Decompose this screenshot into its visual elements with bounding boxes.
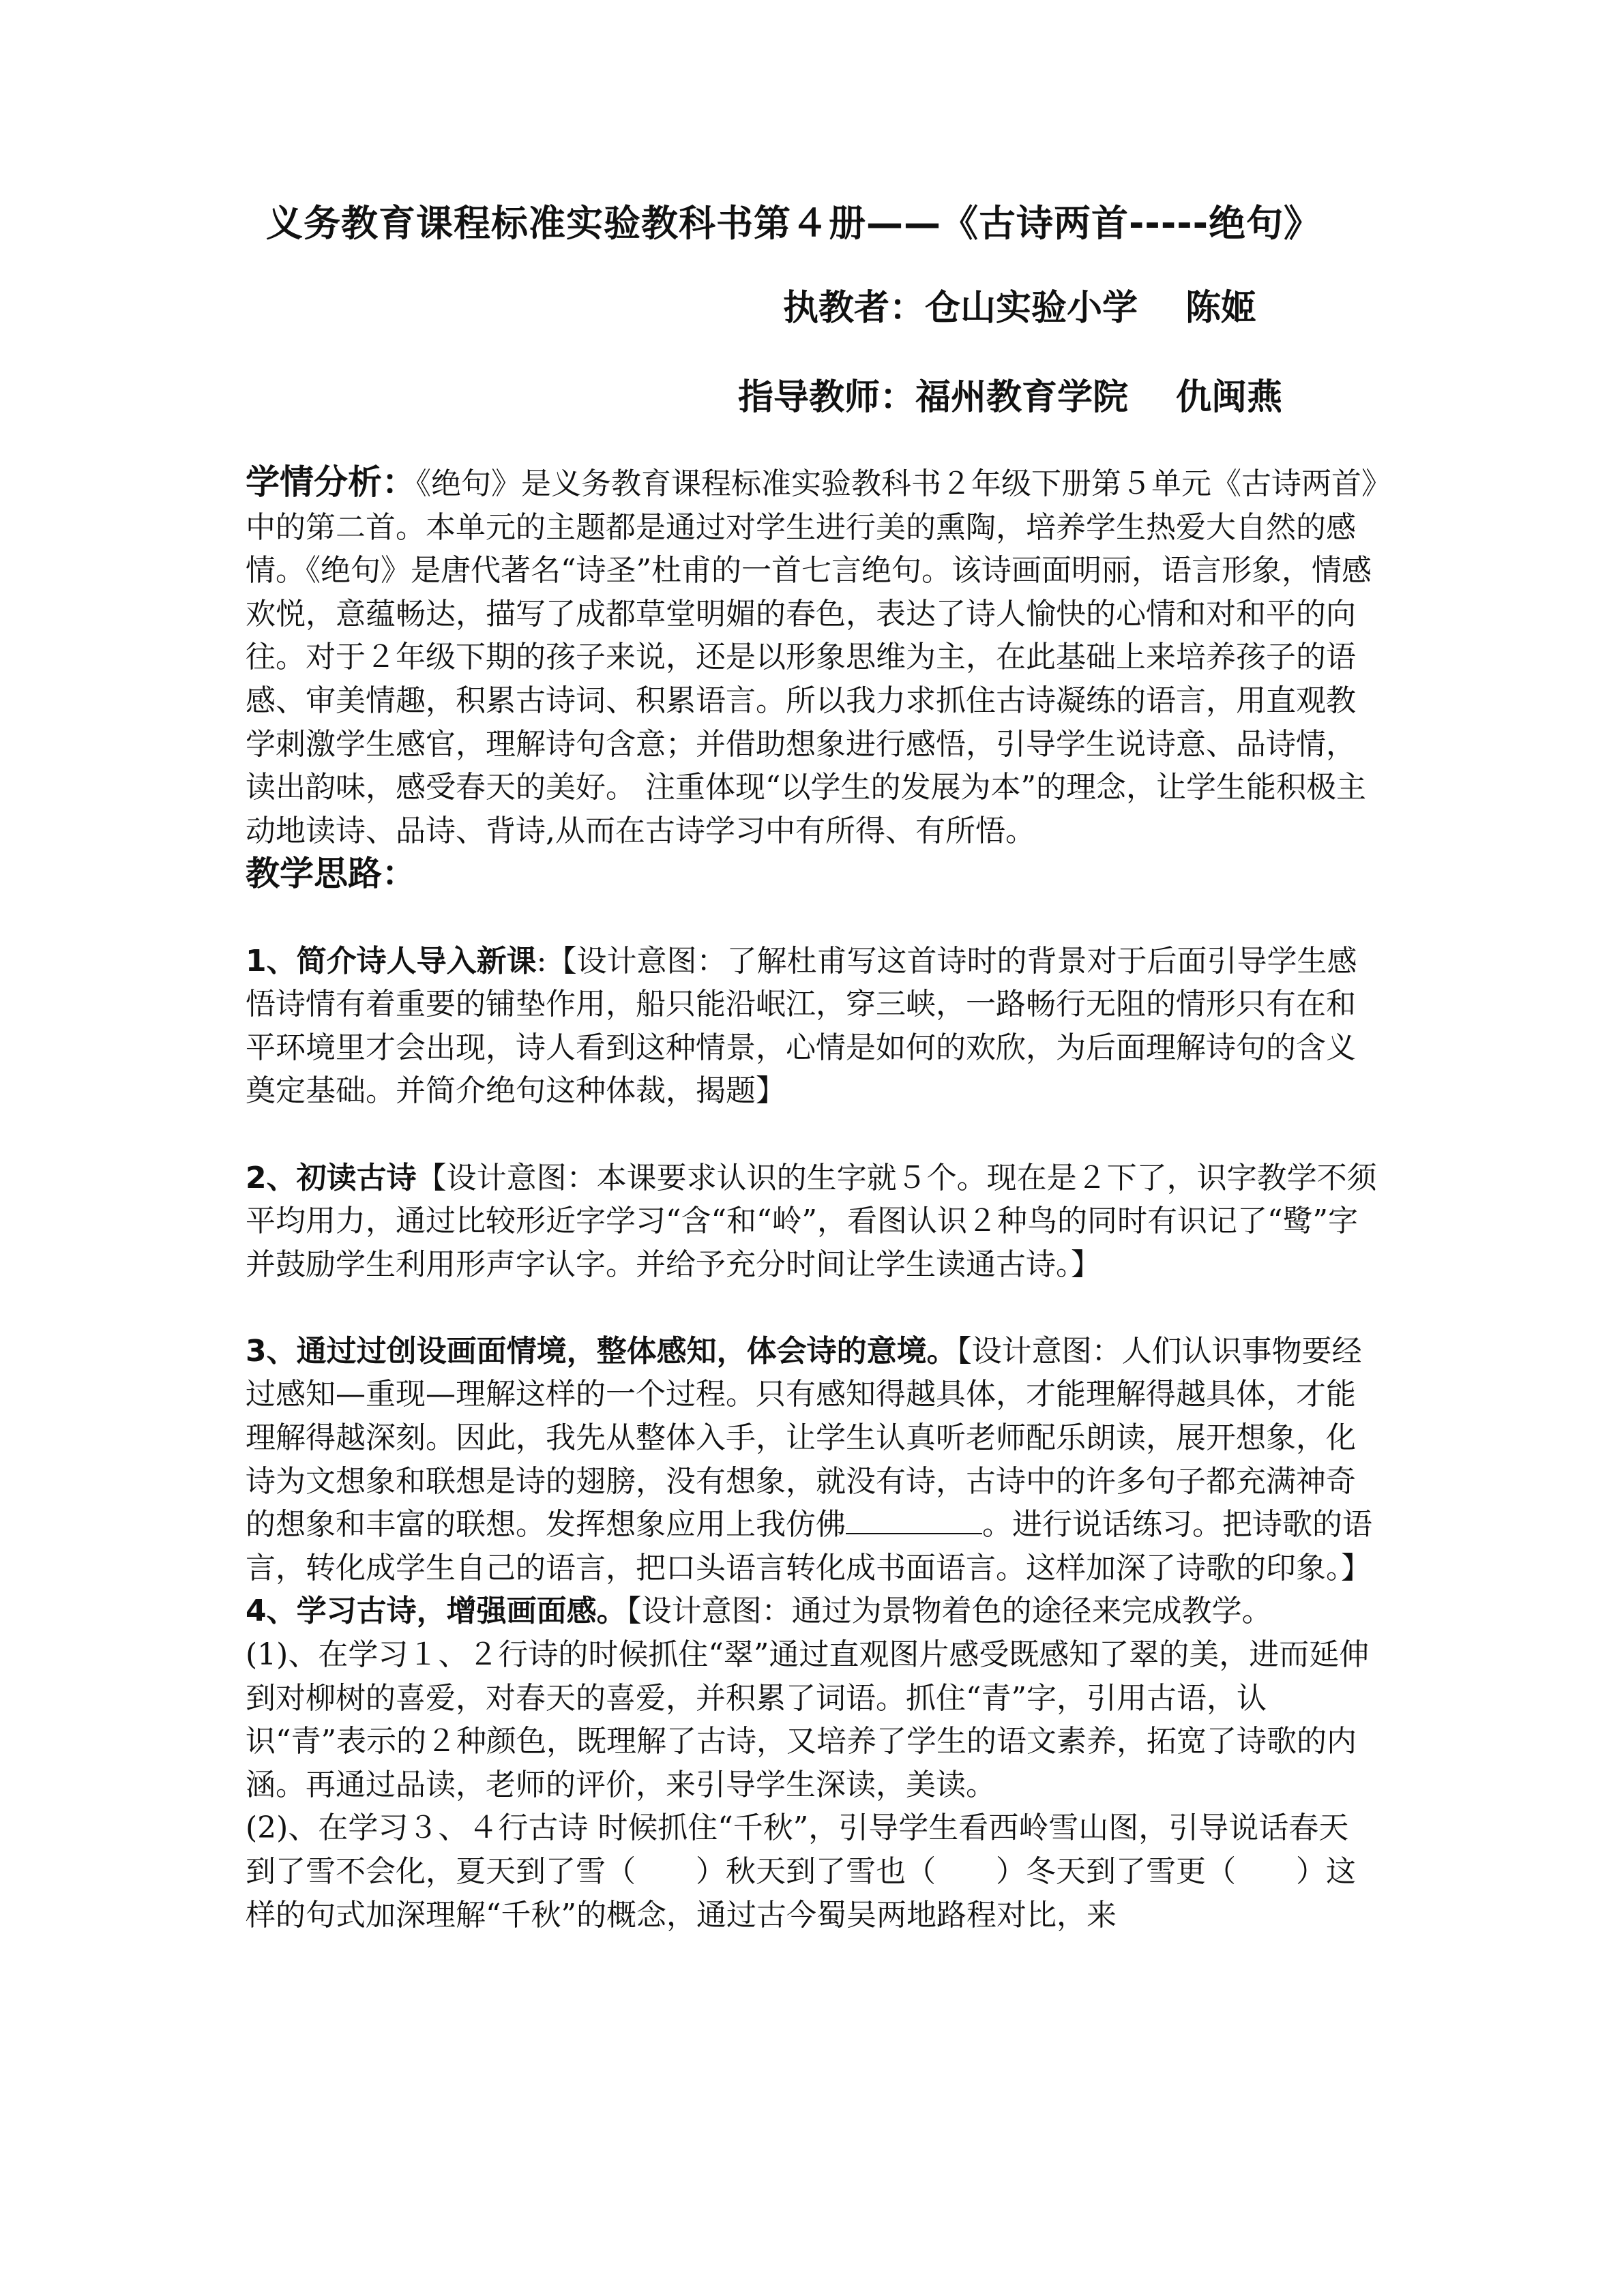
teacher-name: 陈姬: [1185, 288, 1257, 329]
step-2: [246, 1157, 1378, 1287]
teacher-line: [783, 281, 1256, 336]
step-1-heading: 1、简介诗人导入新课: [246, 943, 537, 979]
fill-in-blank: [846, 1506, 982, 1534]
analysis-heading: 学情分析：: [246, 462, 416, 502]
teacher-label: 执教者：仓山实验小学: [783, 288, 1138, 329]
step-3-text-b: 。进行说话练习。把诗歌的语言，转化成学生自己的语言，把口头语言转化成书面语言。这样加深了诗歌的印象。】: [246, 1507, 1372, 1585]
step-1: [246, 940, 1378, 1113]
document-body: [246, 461, 1378, 1937]
advisor-label: 指导教师：福州教育学院: [738, 377, 1129, 418]
step-4: [246, 1590, 1378, 1633]
step-2-text: 【设计意图：本课要求认识的生字就５个。现在是２下了，识字教学不须平均用力，通过比较形近字学习“含“和“岭”，看图认识２种鸟的同时有识记了“鹭”字并鼓励学生利用形声字认字。并给予充分时间让学生读通古诗。】: [246, 1160, 1377, 1282]
analysis-paragraph: [246, 461, 1378, 852]
step-4-heading: 4、学习古诗，增强画面感。: [246, 1594, 627, 1629]
step-1-text: :【设计意图：了解杜甫写这首诗时的背景对于后面引导学生感悟诗情有着重要的铺垫作用，船只能沿岷江，穿三峡，一路畅行无阻的情形只有在和平环境里才会出现，诗人看到这种情景，心情是如何的欢欣，为后面理解诗句的含义奠定基础。并简介绝句这种体裁，揭题】: [246, 943, 1357, 1109]
step-4-text: 【设计意图：通过为景物着色的途径来完成教学。: [626, 1594, 1272, 1629]
advisor-line: [738, 370, 1282, 425]
step-2-heading: 2、初读古诗: [246, 1160, 417, 1195]
advisor-name: 仇闽燕: [1176, 377, 1283, 418]
step-4-item-1: (1)、在学习１、２行诗的时候抓住“翠”通过直观图片感受既感知了翠的美，进而延伸到对柳树的喜爱，对春天的喜爱，并积累了词语。抓住“青”字，引用古语，认识“青”表示的２种颜色，既理解了古诗，又培养了学生的语文素养，拓宽了诗歌的内涵。再通过品读，老师的评价，来引导学生深读，美读。: [246, 1637, 1370, 1802]
step-3-text-a: 【设计意图：人们认识事物要经过感知—重现—理解这样的一个过程。只有感知得越具体，才能理解得越具体，才能理解得越深刻。因此，我先从整体入手，让学生认真听老师配乐朗读，展开想象，化诗为文想象和联想是诗的翅膀，没有想象，就没有诗，古诗中的许多句子都充满神奇的想象和丰富的联想。发挥想象应用上我仿佛: [246, 1333, 1362, 1542]
page-title: 义务教育课程标准实验教科书第４册——《古诗两首-----绝句》: [266, 202, 1322, 245]
analysis-text: 《绝句》是义务教育课程标准实验教科书２年级下册第５单元《古诗两首》中的第二首。本单元的主题都是通过对学生进行美的熏陶，培养学生热爱大自然的感情。《绝句》是唐代著名“诗圣”杜甫的一首七言绝句。该诗画面明丽，语言形象，情感欢悦，意蕴畅达，描写了成都草堂明媚的春色，表达了诗人愉快的心情和对和平的向往。对于２年级下期的孩子来说，还是以形象思维为主，在此基础上来培养孩子的语感、审美情趣，积累古诗词、积累语言。所以我力求抓住古诗凝练的语言，用直观教学刺激学生感官，理解诗句含意；并借助想象进行感悟，引导学生说诗意、品诗情，读出韵味，感受春天的美好。 注重体现“以学生的发展为本”的理念，让学生能积极主动地读诗、品诗、背诗,从而在古诗学习中有所得、有所悟。: [246, 466, 1376, 848]
step-3-heading: 3、通过过创设画面情境，整体感知，体会诗的意境。: [246, 1333, 957, 1369]
ideas-heading: 教学思路：: [246, 854, 416, 894]
step-3: [246, 1330, 1378, 1590]
step-4-item-2: (2)、在学习３、４行古诗 时候抓住“千秋”，引导学生看西岭雪山图，引导说话春天到了雪不会化，夏天到了雪（ ）秋天到了雪也（ ）冬天到了雪更（ ）这样的句式加深理解“千秋”的概念，通过古今蜀吴两地路程对比，来: [246, 1810, 1356, 1933]
